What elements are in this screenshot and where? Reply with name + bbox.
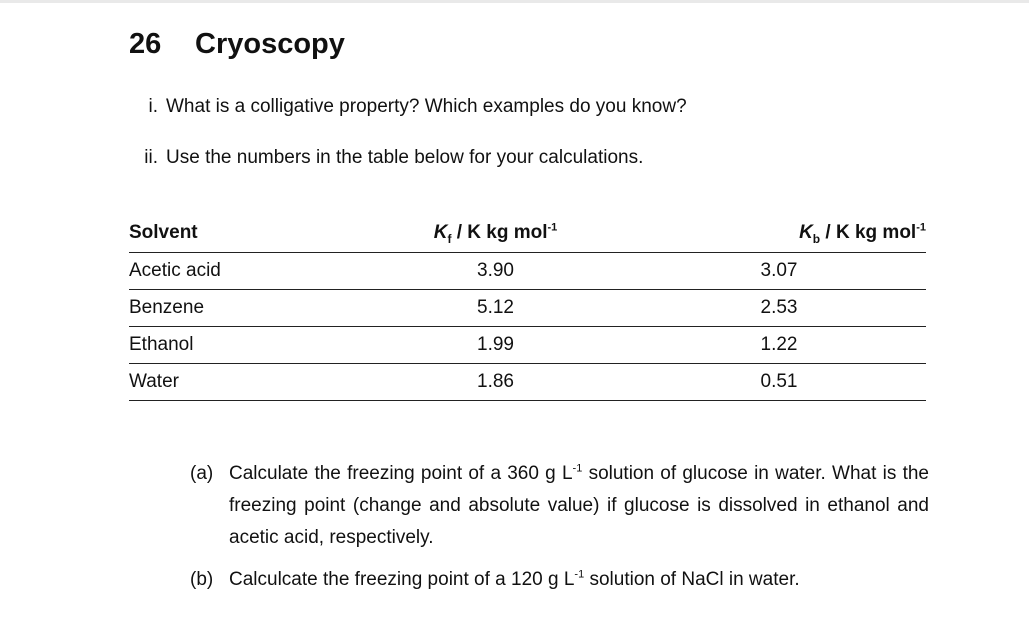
kf-unit-exponent: -1: [547, 221, 558, 234]
subquestion-a: [190, 458, 930, 554]
cell-kb: 0.51: [632, 363, 926, 400]
kb-symbol: K: [799, 222, 813, 244]
section-title: Cryoscopy: [195, 28, 345, 60]
unit-exponent: -1: [572, 462, 583, 475]
subquestion-text: [229, 458, 929, 554]
kf-symbol: K: [433, 222, 448, 244]
header-kb: [632, 215, 926, 252]
subquestion-text-start: Calculcate the freezing point of a 120 g L: [229, 569, 575, 590]
kb-unit-exponent: -1: [916, 221, 926, 234]
table-row: [129, 326, 926, 363]
section-number: 26: [129, 28, 162, 60]
question-ii: [132, 147, 643, 169]
header-kf: [359, 215, 632, 252]
cell-solvent: Acetic acid: [129, 252, 359, 289]
kb-unit: / K kg mol: [820, 222, 917, 244]
question-text: Use the numbers in the table below for your calculations.: [166, 147, 644, 168]
cell-kb: 1.22: [632, 326, 926, 363]
question-i: [132, 96, 687, 118]
unit-exponent: -1: [574, 568, 585, 581]
section-heading: [129, 28, 345, 61]
table-row: [129, 289, 926, 326]
cell-kf: 1.99: [359, 326, 632, 363]
kf-unit: / K kg mol: [451, 222, 548, 244]
cell-kf: 3.90: [359, 252, 632, 289]
subquestion-text: [229, 564, 929, 596]
cell-solvent: Water: [129, 363, 359, 400]
table-row: [129, 252, 926, 289]
kf-subscript: f: [447, 232, 452, 247]
cell-solvent: Benzene: [129, 289, 359, 326]
table-row: [129, 363, 926, 400]
question-marker: i.: [148, 96, 158, 117]
subquestion-text-end: solution of NaCl in water.: [584, 569, 800, 590]
subquestion-list: [190, 458, 930, 596]
question-text: What is a colligative property? Which examples do you know?: [166, 96, 687, 117]
question-marker: ii.: [144, 147, 158, 168]
subquestion-text-start: Calculate the freezing point of a 360 g L: [229, 463, 573, 484]
constants-table: [129, 215, 926, 401]
subquestion-marker: (b): [190, 569, 214, 590]
subquestion-b: [190, 564, 930, 596]
cell-solvent: Ethanol: [129, 326, 359, 363]
subquestion-text-end: solution of glucose in water. What is the freezing point (change and absolute value) if glucose is dissolved in ethanol and acetic acid, respectively.: [229, 463, 929, 548]
cell-kf: 1.86: [359, 363, 632, 400]
kb-subscript: b: [812, 232, 821, 247]
top-border: [0, 0, 1029, 3]
subquestion-marker: (a): [190, 463, 214, 484]
cell-kb: 3.07: [632, 252, 926, 289]
header-solvent: Solvent: [129, 215, 359, 252]
table-header-row: [129, 215, 926, 252]
cell-kf: 5.12: [359, 289, 632, 326]
cell-kb: 2.53: [632, 289, 926, 326]
